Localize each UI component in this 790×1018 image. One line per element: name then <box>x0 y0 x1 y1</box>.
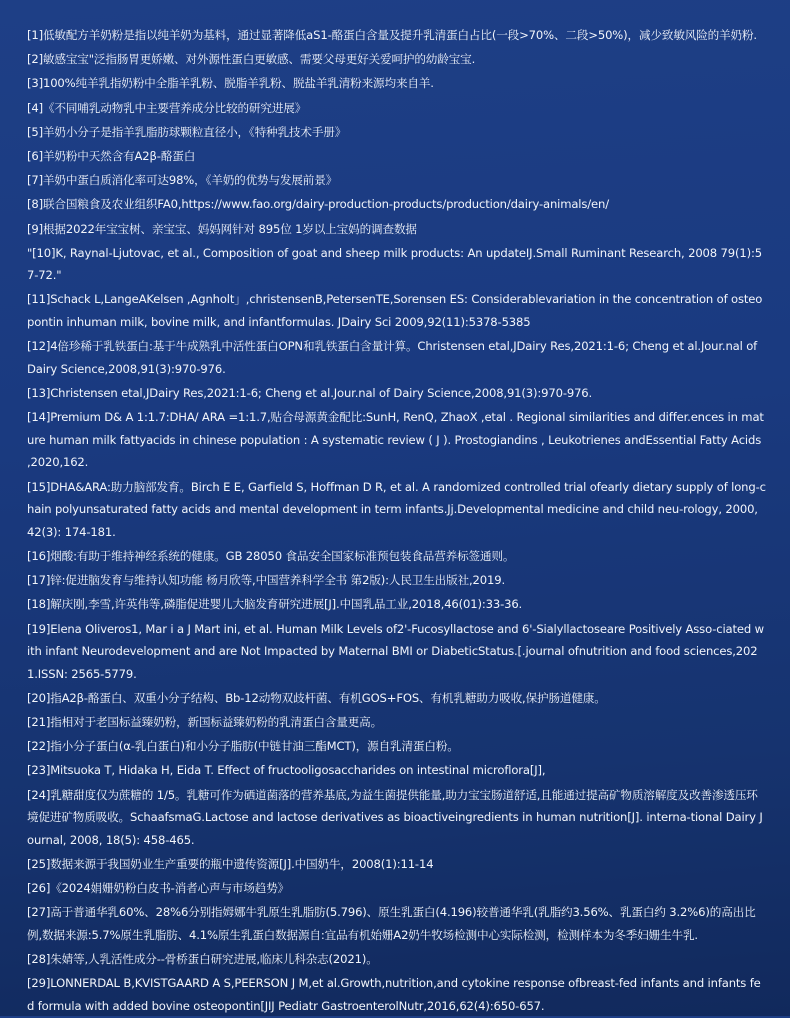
reference-7: [7]羊奶中蛋白质消化率可达98%，《羊奶的优势与发展前景》 <box>27 173 338 188</box>
reference-14: [14]Premium D& A 1:1.7:DHA/ ARA =1:1.7,贴合母源黄金配比:SunH, RenQ, ZhaoX ,etal . Regional similarities and differ.ences in mature human milk fattyacids in chinese population : A systematic review ( J ). Prostogiandins , Leukotrienes andEssential Fatty Acids ,2020,162. <box>27 410 764 470</box>
reference-8: [8]联合国粮食及农业组织FA0,https://www.fao.org/dairy-production-products/production/dairy-animals/en/ <box>27 197 609 212</box>
reference-12: [12]4倍珍稀于乳铁蛋白:基于牛成熟乳中活性蛋白OPN和乳铁蛋白含量计算。Christensen etal,JDairy Res,2021:1-6; Cheng et al.Jour.nal of Dairy Science,2008,91(3):970-976. <box>27 339 758 376</box>
reference-4: [4]《不同哺乳动物乳中主要营养成分比较的研究进展》 <box>27 100 307 115</box>
reference-1: [1]低敏配方羊奶粉是指以纯羊奶为基料，通过显著降低aS1-酪蛋白含量及提升乳清蛋白占比(一段>70%、二段>50%)，减少致敏风险的羊奶粉. <box>27 28 757 42</box>
reference-5: [5]羊奶小分子是指羊乳脂肪球颗粒直径小，《特种乳技术手册》 <box>27 124 347 139</box>
reference-27: [27]高于普通华乳60%、28%6分别指姆娜牛乳原生乳脂肪(5.796)、原生乳蛋白(4.196)较普通华乳(乳脂约3.56%、乳蛋白约 3.2%6)的高出比例,数据来源:5.7%原生乳脂肪、4.1%原生乳蛋白数据源自:宜品有机始姗A2奶牛牧场检测中心实际检测，检测样本为冬季妇姗生牛乳. <box>27 905 756 942</box>
reference-19: [19]Elena Oliveros1, Mar i a J Mart ini, et al. Human Milk Levels of2'-Fucosyllactose and 6'-Sialyllactoseare Positively Asso-ciated with infant Neurodevelopment and are Not Impacted by Maternal BMI or DiabeticStatus.[.journal ofnutrition and food sciences,2021.ISSN: 2565-5779. <box>27 621 764 681</box>
reference-22: [22]指小分子蛋白(α-乳白蛋白)和小分子脂肪(中链甘油三酯MCT)，源自乳清蛋白粉。 <box>27 739 459 754</box>
reference-16: [16]烟酸:有助于维持神经系统的健康。GB 28050 食品安全国家标准预包装食品营养标签通则。 <box>27 548 515 563</box>
reference-28: [28]朱婧等,人乳活性成分--骨桥蛋白研究进展,临床儿科杂志(2021)。 <box>27 952 378 967</box>
reference-18: [18]解庆刚,李雪,许英伟等,磷脂促进婴儿大脑发育研究进展[J].中国乳品工业,2018,46(01):33-36. <box>27 597 523 612</box>
reference-21: [21]指相对于老国标益臻奶粉，新国标益臻奶粉的乳清蛋白含量更高。 <box>27 715 383 730</box>
reference-2: [2]敏感宝宝"泛指肠胃更娇嫩、对外源性蛋白更敏感、需要父母更好关爱呵护的幼龄宝宝. <box>27 52 476 67</box>
reference-3: [3]100%纯羊乳指奶粉中全脂羊乳粉、脱脂羊乳粉、脱盐羊乳清粉来源均来自羊. <box>27 76 434 91</box>
reference-6: [6]羊奶粉中天然含有A2β-酪蛋白 <box>27 148 196 163</box>
reference-26: [26]《2024娟姗奶粉白皮书-消者心声与市场趋势》 <box>27 881 290 896</box>
reference-24: [24]乳糖甜度仅为蔗糖的 1/5。乳糖可作为硒道菌落的营养基底,为益生菌提供能量,助力宝宝肠道舒适,且能通过提高矿物质溶解度及改善渗透压环境促进矿物质吸收。SchaafsmaG.Lactose and lactose derivatives as bioactiveingredients in human nutrition[J]. interna-tional Dairy Journal, 2008, 18(5): 458-465. <box>27 787 763 847</box>
reference-17: [17]锌:促进脑发育与维持认知功能 杨月欣等,中国营养科学全书 第2版):人民卫生出版社,2019. <box>27 573 505 588</box>
reference-23: [23]Mitsuoka T, Hidaka H, Eida T. Effect of fructooligosaccharides on intestinal microflora[J], <box>27 763 546 778</box>
reference-10: "[10]K, Raynal-Ljutovac, et al., Composition of goat and sheep milk products: An updateIJ.Small Ruminant Research, 2008 79(1):57-72." <box>27 245 762 283</box>
reference-13: [13]Christensen etal,JDairy Res,2021:1-6; Cheng et al.Jour.nal of Dairy Science,2008,91(3):970-976. <box>27 386 593 401</box>
reference-29: [29]LONNERDAL B,KVISTGAARD A S,PEERSON J M,et al.Growth,nutrition,and cytokine response ofbreast-fed infants and infants fed formula with added bovine osteopontin[JIJ Pediatr GastroenterolNutr,2016,62(4):650-657. <box>27 976 761 1013</box>
reference-20: [20]指A2β-酪蛋白、双重小分子结构、Bb-12动物双歧杆菌、有机GOS+FOS、有机乳糖助力吸收,保护肠道健康。 <box>27 690 606 705</box>
reference-9: [9]根据2022年宝宝树、亲宝宝、妈妈网针对 895位 1岁以上宝妈的调查数据 <box>27 221 417 236</box>
reference-25: [25]数据来源于我国奶业生产重要的瓶中遗传资源[J].中国奶牛，2008(1):11-14 <box>27 857 434 872</box>
reference-15: [15]DHA&ARA:助力脑部发育。Birch E E, Garfield S, Hoffman D R, et al. A randomized controlled trial ofearly dietary supply of long-chain polyunsaturated fatty acids and mental development in term infants.Jj.Developmental medicine and child neu-rology, 2000, 42(3): 174-181. <box>27 479 766 539</box>
reference-11: [11]Schack L,LangeAKelsen ,Agnholt」,christensenB,PetersenTE,Sorensen ES: Considerablevariation in the concentration of osteopontin inhuman milk, bovine milk, and infantformulas. JDairy Sci 2009,92(11):5378-5385 <box>27 292 763 330</box>
